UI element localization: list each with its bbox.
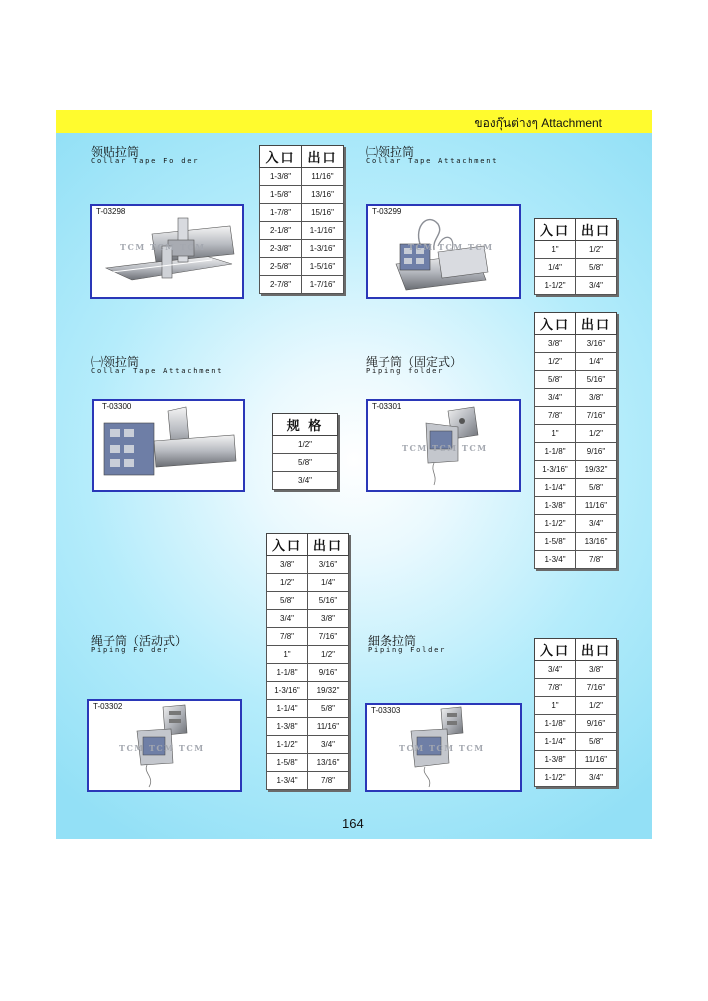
cell-outlet: 3/4" — [308, 736, 349, 754]
table-row — [260, 258, 344, 276]
cell-outlet: 13/16" — [576, 533, 617, 551]
cell-outlet: 5/8" — [576, 479, 617, 497]
cell-inlet: 1-5/8" — [260, 186, 302, 204]
cell-outlet: 5/8" — [576, 733, 617, 751]
cell-inlet: 2-7/8" — [260, 276, 302, 294]
table-row — [273, 436, 338, 454]
table-row — [267, 664, 349, 682]
cell-outlet: 7/16" — [576, 679, 617, 697]
cell-size: 3/4" — [273, 472, 338, 490]
product-photo — [87, 699, 242, 792]
cell-inlet: 1-1/4" — [535, 733, 576, 751]
cell-inlet: 1-1/4" — [535, 479, 576, 497]
cell-outlet: 1/2" — [576, 425, 617, 443]
cell-inlet: 3/4" — [535, 389, 576, 407]
product-photo — [92, 399, 245, 492]
cell-outlet: 9/16" — [308, 664, 349, 682]
col-inlet: 入口 — [267, 534, 308, 556]
col-outlet: 出口 — [576, 313, 617, 335]
cell-outlet: 7/16" — [308, 628, 349, 646]
cell-outlet: 3/4" — [576, 277, 617, 295]
table-row — [535, 515, 617, 533]
product-photo — [366, 204, 521, 299]
table-row — [535, 407, 617, 425]
table-row — [267, 574, 349, 592]
item-title-zh: 細条拉筒 — [368, 634, 417, 648]
item-title-zh: 领贴拉筒 — [91, 145, 140, 159]
collar-tape-attachment-image — [94, 401, 243, 490]
table-row — [267, 628, 349, 646]
cell-outlet: 7/8" — [576, 551, 617, 569]
cell-outlet: 9/16" — [576, 715, 617, 733]
cell-outlet: 1-1/16" — [302, 222, 344, 240]
cell-outlet: 13/16" — [308, 754, 349, 772]
cell-outlet: 19/32" — [308, 682, 349, 700]
cell-outlet: 3/8" — [308, 610, 349, 628]
table-row — [267, 772, 349, 790]
cell-inlet: 1-7/8" — [260, 204, 302, 222]
table-row — [535, 751, 617, 769]
header-title: ของกุ๊นต่างๆ Attachment — [474, 116, 602, 130]
cell-inlet: 1-3/16" — [267, 682, 308, 700]
cell-inlet: 1-1/2" — [267, 736, 308, 754]
cell-inlet: 1-1/2" — [535, 769, 576, 787]
cell-outlet: 9/16" — [576, 443, 617, 461]
item-title-en: Piping folder — [366, 367, 445, 375]
item-title-en: Collar Tape Attachment — [366, 157, 499, 165]
table-row — [273, 454, 338, 472]
cell-inlet: 1-3/8" — [535, 497, 576, 515]
spec-table — [534, 218, 617, 295]
cell-inlet: 1-1/2" — [535, 277, 576, 295]
cell-inlet: 1" — [267, 646, 308, 664]
product-code: T-03300 — [102, 402, 132, 411]
cell-outlet: 11/16" — [576, 497, 617, 515]
cell-size: 5/8" — [273, 454, 338, 472]
cell-outlet: 1-7/16" — [302, 276, 344, 294]
cell-outlet: 1/2" — [576, 697, 617, 715]
cell-inlet: 1-3/8" — [260, 168, 302, 186]
col-inlet: 入口 — [260, 146, 302, 168]
item-title-en: Piping Folder — [368, 646, 447, 654]
cell-outlet: 3/8" — [576, 661, 617, 679]
col-outlet: 出口 — [302, 146, 344, 168]
cell-inlet: 1-3/4" — [535, 551, 576, 569]
header-banner — [56, 110, 652, 133]
col-inlet: 入口 — [535, 639, 576, 661]
product-photo — [366, 399, 521, 492]
cell-outlet: 7/16" — [576, 407, 617, 425]
spec-table — [534, 638, 617, 787]
spec-table — [272, 413, 338, 490]
product-code: T-03299 — [372, 207, 402, 216]
col-outlet: 出口 — [308, 534, 349, 556]
watermark: TCM TCM TCM — [120, 242, 206, 252]
cell-size: 1/2" — [273, 436, 338, 454]
cell-inlet: 3/4" — [535, 661, 576, 679]
product-photo — [90, 204, 244, 299]
table-row — [260, 240, 344, 258]
cell-inlet: 1-3/8" — [535, 751, 576, 769]
product-code: T-03302 — [93, 702, 123, 711]
table-row — [267, 754, 349, 772]
cell-outlet: 3/4" — [576, 515, 617, 533]
cell-inlet: 1-5/8" — [267, 754, 308, 772]
cell-inlet: 1" — [535, 241, 576, 259]
item-title-en: Collar Tape Fo der — [91, 157, 200, 165]
item-title-en: Piping Fo der — [91, 646, 170, 654]
cell-inlet: 7/8" — [267, 628, 308, 646]
cell-inlet: 1" — [535, 697, 576, 715]
table-row — [535, 371, 617, 389]
cell-inlet: 3/8" — [267, 556, 308, 574]
cell-inlet: 1/2" — [535, 353, 576, 371]
col-inlet: 入口 — [535, 219, 576, 241]
table-row — [535, 277, 617, 295]
table-row — [535, 389, 617, 407]
table-row — [535, 497, 617, 515]
cell-outlet: 1-5/16" — [302, 258, 344, 276]
cell-outlet: 5/8" — [576, 259, 617, 277]
cell-inlet: 1-3/8" — [267, 718, 308, 736]
product-code: T-03301 — [372, 402, 402, 411]
table-row — [535, 425, 617, 443]
table-row — [535, 733, 617, 751]
cell-outlet: 5/16" — [576, 371, 617, 389]
cell-outlet: 19/32" — [576, 461, 617, 479]
table-row — [260, 168, 344, 186]
cell-outlet: 5/8" — [308, 700, 349, 718]
cell-inlet: 1-3/4" — [267, 772, 308, 790]
cell-outlet: 3/4" — [576, 769, 617, 787]
cell-inlet: 1-5/8" — [535, 533, 576, 551]
spec-table — [259, 145, 344, 294]
table-row — [535, 715, 617, 733]
table-row — [260, 222, 344, 240]
table-row — [535, 533, 617, 551]
table-row — [267, 592, 349, 610]
cell-outlet: 1-3/16" — [302, 240, 344, 258]
cell-outlet: 3/16" — [576, 335, 617, 353]
table-row — [267, 718, 349, 736]
table-row — [267, 646, 349, 664]
cell-inlet: 5/8" — [267, 592, 308, 610]
col-inlet: 入口 — [535, 313, 576, 335]
watermark: TCM TCM TCM — [399, 743, 485, 753]
col-size: 规 格 — [273, 414, 338, 436]
table-row — [535, 259, 617, 277]
cell-outlet: 13/16" — [302, 186, 344, 204]
table-row — [260, 186, 344, 204]
page-number: 164 — [342, 816, 364, 831]
spec-table — [534, 312, 617, 569]
table-row — [260, 276, 344, 294]
cell-inlet: 3/8" — [535, 335, 576, 353]
cell-inlet: 3/4" — [267, 610, 308, 628]
cell-inlet: 1-1/4" — [267, 700, 308, 718]
cell-inlet: 7/8" — [535, 407, 576, 425]
cell-outlet: 3/8" — [576, 389, 617, 407]
table-row — [535, 353, 617, 371]
table-row — [260, 204, 344, 222]
table-row — [535, 679, 617, 697]
cell-inlet: 1" — [535, 425, 576, 443]
cell-outlet: 11/16" — [302, 168, 344, 186]
table-row — [535, 769, 617, 787]
cell-inlet: 1/2" — [267, 574, 308, 592]
cell-inlet: 1/4" — [535, 259, 576, 277]
watermark: TCM TCM TCM — [402, 443, 488, 453]
cell-inlet: 1-1/8" — [535, 715, 576, 733]
cell-inlet: 1-1/8" — [535, 443, 576, 461]
table-row — [273, 472, 338, 490]
item-title-en: Collar Tape Attachment — [91, 367, 224, 375]
item-title-zh: ㈡领拉筒 — [366, 145, 415, 159]
cell-outlet: 3/16" — [308, 556, 349, 574]
table-row — [535, 697, 617, 715]
table-row — [267, 700, 349, 718]
watermark: TCM TCM TCM — [408, 242, 494, 252]
cell-outlet: 15/16" — [302, 204, 344, 222]
watermark: TCM TCM TCM — [119, 743, 205, 753]
table-row — [535, 241, 617, 259]
cell-outlet: 11/16" — [576, 751, 617, 769]
table-row — [267, 556, 349, 574]
cell-outlet: 1/2" — [576, 241, 617, 259]
cell-inlet: 2-1/8" — [260, 222, 302, 240]
cell-inlet: 1-1/2" — [535, 515, 576, 533]
table-row — [535, 443, 617, 461]
cell-outlet: 1/2" — [308, 646, 349, 664]
cell-inlet: 1-1/8" — [267, 664, 308, 682]
table-row — [535, 551, 617, 569]
table-row — [267, 736, 349, 754]
cell-outlet: 1/4" — [576, 353, 617, 371]
cell-inlet: 2-5/8" — [260, 258, 302, 276]
cell-inlet: 2-3/8" — [260, 240, 302, 258]
table-row — [535, 479, 617, 497]
product-photo — [365, 703, 522, 792]
cell-outlet: 11/16" — [308, 718, 349, 736]
table-row — [267, 610, 349, 628]
item-title-zh: ㈠领拉筒 — [91, 355, 140, 369]
cell-outlet: 5/16" — [308, 592, 349, 610]
product-code: T-03303 — [371, 706, 401, 715]
cell-inlet: 7/8" — [535, 679, 576, 697]
cell-inlet: 1-3/16" — [535, 461, 576, 479]
item-title-zh: 绳子筒（活动式） — [91, 634, 188, 648]
cell-outlet: 1/4" — [308, 574, 349, 592]
table-row — [535, 661, 617, 679]
cell-outlet: 7/8" — [308, 772, 349, 790]
product-code: T-03298 — [96, 207, 126, 216]
col-outlet: 出口 — [576, 639, 617, 661]
cell-inlet: 5/8" — [535, 371, 576, 389]
item-title-zh: 绳子筒（固定式） — [366, 355, 463, 369]
table-row — [267, 682, 349, 700]
col-outlet: 出口 — [576, 219, 617, 241]
table-row — [535, 335, 617, 353]
spec-table — [266, 533, 349, 790]
table-row — [535, 461, 617, 479]
